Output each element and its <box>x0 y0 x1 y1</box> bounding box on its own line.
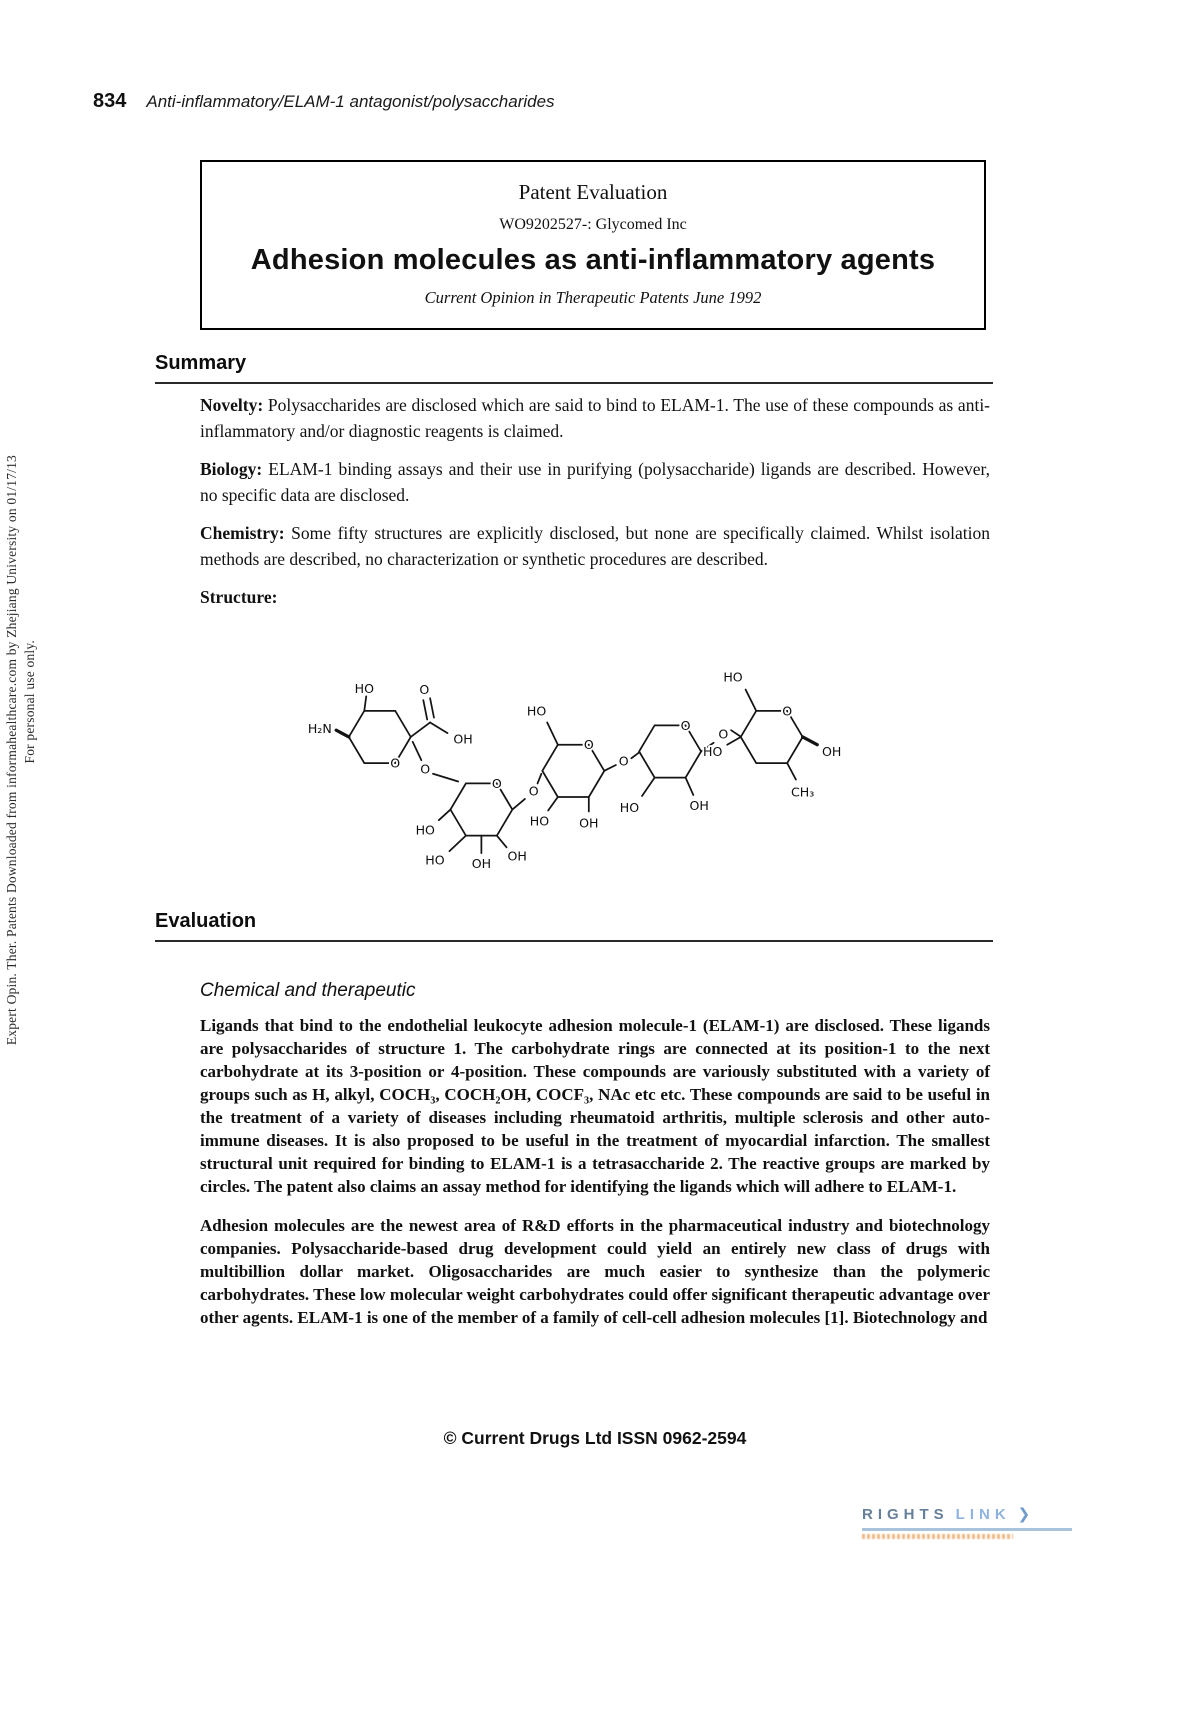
summary-paragraph-chemistry <box>200 520 990 572</box>
paragraph-text: Polysaccharides are disclosed which are said to bind to ELAM-1. The use of these compounds as anti-inflammatory and/or diagnostic reagents is claimed. <box>200 395 991 441</box>
article-kicker: Patent Evaluation <box>518 180 668 204</box>
structure-atom-labels <box>308 669 842 871</box>
evaluation-paragraph: Ligands that bind to the endothelial leukocyte adhesion molecule-1 (ELAM-1) are disclosed. These ligands are polysaccharides of structure 1. The carbohydrate rings are connected at its position-1 to the next carbohydrate at its 3-position or 4-position. These compounds are variously substituted with a variety of groups such as H, alkyl, COCH₃, COCH₂OH, COCF₃, NAc etc etc. These compounds are said to be useful in the treatment of a variety of diseases including rheumatoid arthritis, multiple sclerosis and other auto-immune diseases. It is also proposed to be useful in the treatment of myocardial infarction. The smallest structural unit required for binding to ELAM-1 is a tetrasaccharide 2. The reactive groups are marked by circles. The patent also claims an assay method for identifying the ligands which will adhere to ELAM-1. <box>200 1016 990 1196</box>
svg-text:HO: HO <box>415 822 435 838</box>
rightslink-logo <box>862 1505 1072 1539</box>
running-title: Anti-inflammatory/ELAM-1 antagonist/polysaccharides <box>146 92 555 111</box>
svg-text:OH: OH <box>471 856 492 872</box>
evaluation-subheading: Chemical and therapeutic <box>200 980 416 1001</box>
summary-paragraph-structure <box>200 584 990 610</box>
summary-paragraph-biology <box>200 456 990 508</box>
svg-text:HO: HO <box>702 743 723 759</box>
svg-text:H₂N: H₂N <box>307 720 332 736</box>
svg-text:OH: OH <box>579 815 599 831</box>
svg-text:HO: HO <box>526 703 547 719</box>
svg-text:HO: HO <box>723 669 743 685</box>
chemical-structure-drawing <box>283 645 883 887</box>
svg-text:O: O <box>782 703 793 719</box>
download-provenance-text: Expert Opin. Ther. Patents Downloaded from informahealthcare.com by Zhejiang University on 01/17/13 <box>4 455 19 1046</box>
svg-text:O: O <box>390 755 401 771</box>
svg-text:O: O <box>528 783 539 799</box>
chemical-structure-figure <box>283 645 883 889</box>
personal-use-text: For personal use only. <box>22 640 37 764</box>
paragraph-label: Novelty: <box>200 395 264 415</box>
rightslink-wordmark <box>862 1505 1072 1531</box>
paragraph-label: Structure: <box>200 587 278 607</box>
paragraph-label: Chemistry: <box>200 523 285 543</box>
svg-text:OH: OH <box>507 848 527 864</box>
rightslink-link-text: LINK <box>955 1505 1011 1523</box>
svg-text:HO: HO <box>529 813 550 829</box>
journal-citation: Current Opinion in Therapeutic Patents June 1992 <box>424 288 762 307</box>
svg-text:O: O <box>718 726 729 742</box>
article-header-box <box>200 160 986 330</box>
summary-heading: Summary <box>155 352 993 384</box>
svg-text:O: O <box>420 761 431 777</box>
summary-body <box>200 392 990 622</box>
svg-text:OH: OH <box>453 731 473 747</box>
article-title: Adhesion molecules as anti-inflammatory agents <box>250 244 936 276</box>
paragraph-text: ELAM-1 binding assays and their use in purifying (polysaccharide) ligands are described. However, no specific data are disclosed. <box>200 459 991 505</box>
evaluation-body <box>200 1014 990 1345</box>
summary-paragraph-novelty <box>200 392 990 444</box>
structure-bonds <box>336 690 817 854</box>
paragraph-text: Some fifty structures are explicitly disclosed, but none are specifically claimed. Whilst isolation methods are described, no characterization or synthetic procedures are described. <box>200 523 990 569</box>
evaluation-paragraph: Adhesion molecules are the newest area of R&D efforts in the pharmaceutical industry and biotechnology companies. Polysaccharide-based drug development could yield an entirely new class of drugs with multibillion dollar market. Oligosaccharides are much easier to synthesize than the polymeric carbohydrates. These low molecular weight carbohydrates could offer significant therapeutic advantage over other agents. ELAM-1 is one of the member of a family of cell-cell adhesion molecules [1]. Biotechnology and <box>200 1216 990 1327</box>
svg-text:HO: HO <box>354 681 374 697</box>
running-head <box>93 90 555 113</box>
svg-text:HO: HO <box>425 852 445 868</box>
svg-text:OH: OH <box>689 798 709 814</box>
svg-text:O: O <box>419 682 430 698</box>
rightslink-caption-strip <box>862 1534 1013 1539</box>
svg-text:O: O <box>680 717 691 733</box>
paragraph-label: Biology: <box>200 459 263 479</box>
svg-text:CH₃: CH₃ <box>791 784 815 800</box>
patent-number-line: WO9202527-: Glycomed Inc <box>499 216 687 233</box>
svg-text:O: O <box>491 775 502 791</box>
svg-text:O: O <box>583 737 594 753</box>
publisher-credit: © Current Drugs Ltd ISSN 0962-2594 <box>443 1428 747 1448</box>
svg-text:OH: OH <box>822 743 842 759</box>
svg-text:HO: HO <box>619 800 640 816</box>
rightslink-arrow-icon: ❯ <box>1017 1505 1031 1523</box>
evaluation-heading: Evaluation <box>155 910 993 942</box>
rightslink-rights-text: RIGHTS <box>862 1505 949 1523</box>
page-number: 834 <box>93 90 127 112</box>
svg-text:O: O <box>618 753 629 769</box>
